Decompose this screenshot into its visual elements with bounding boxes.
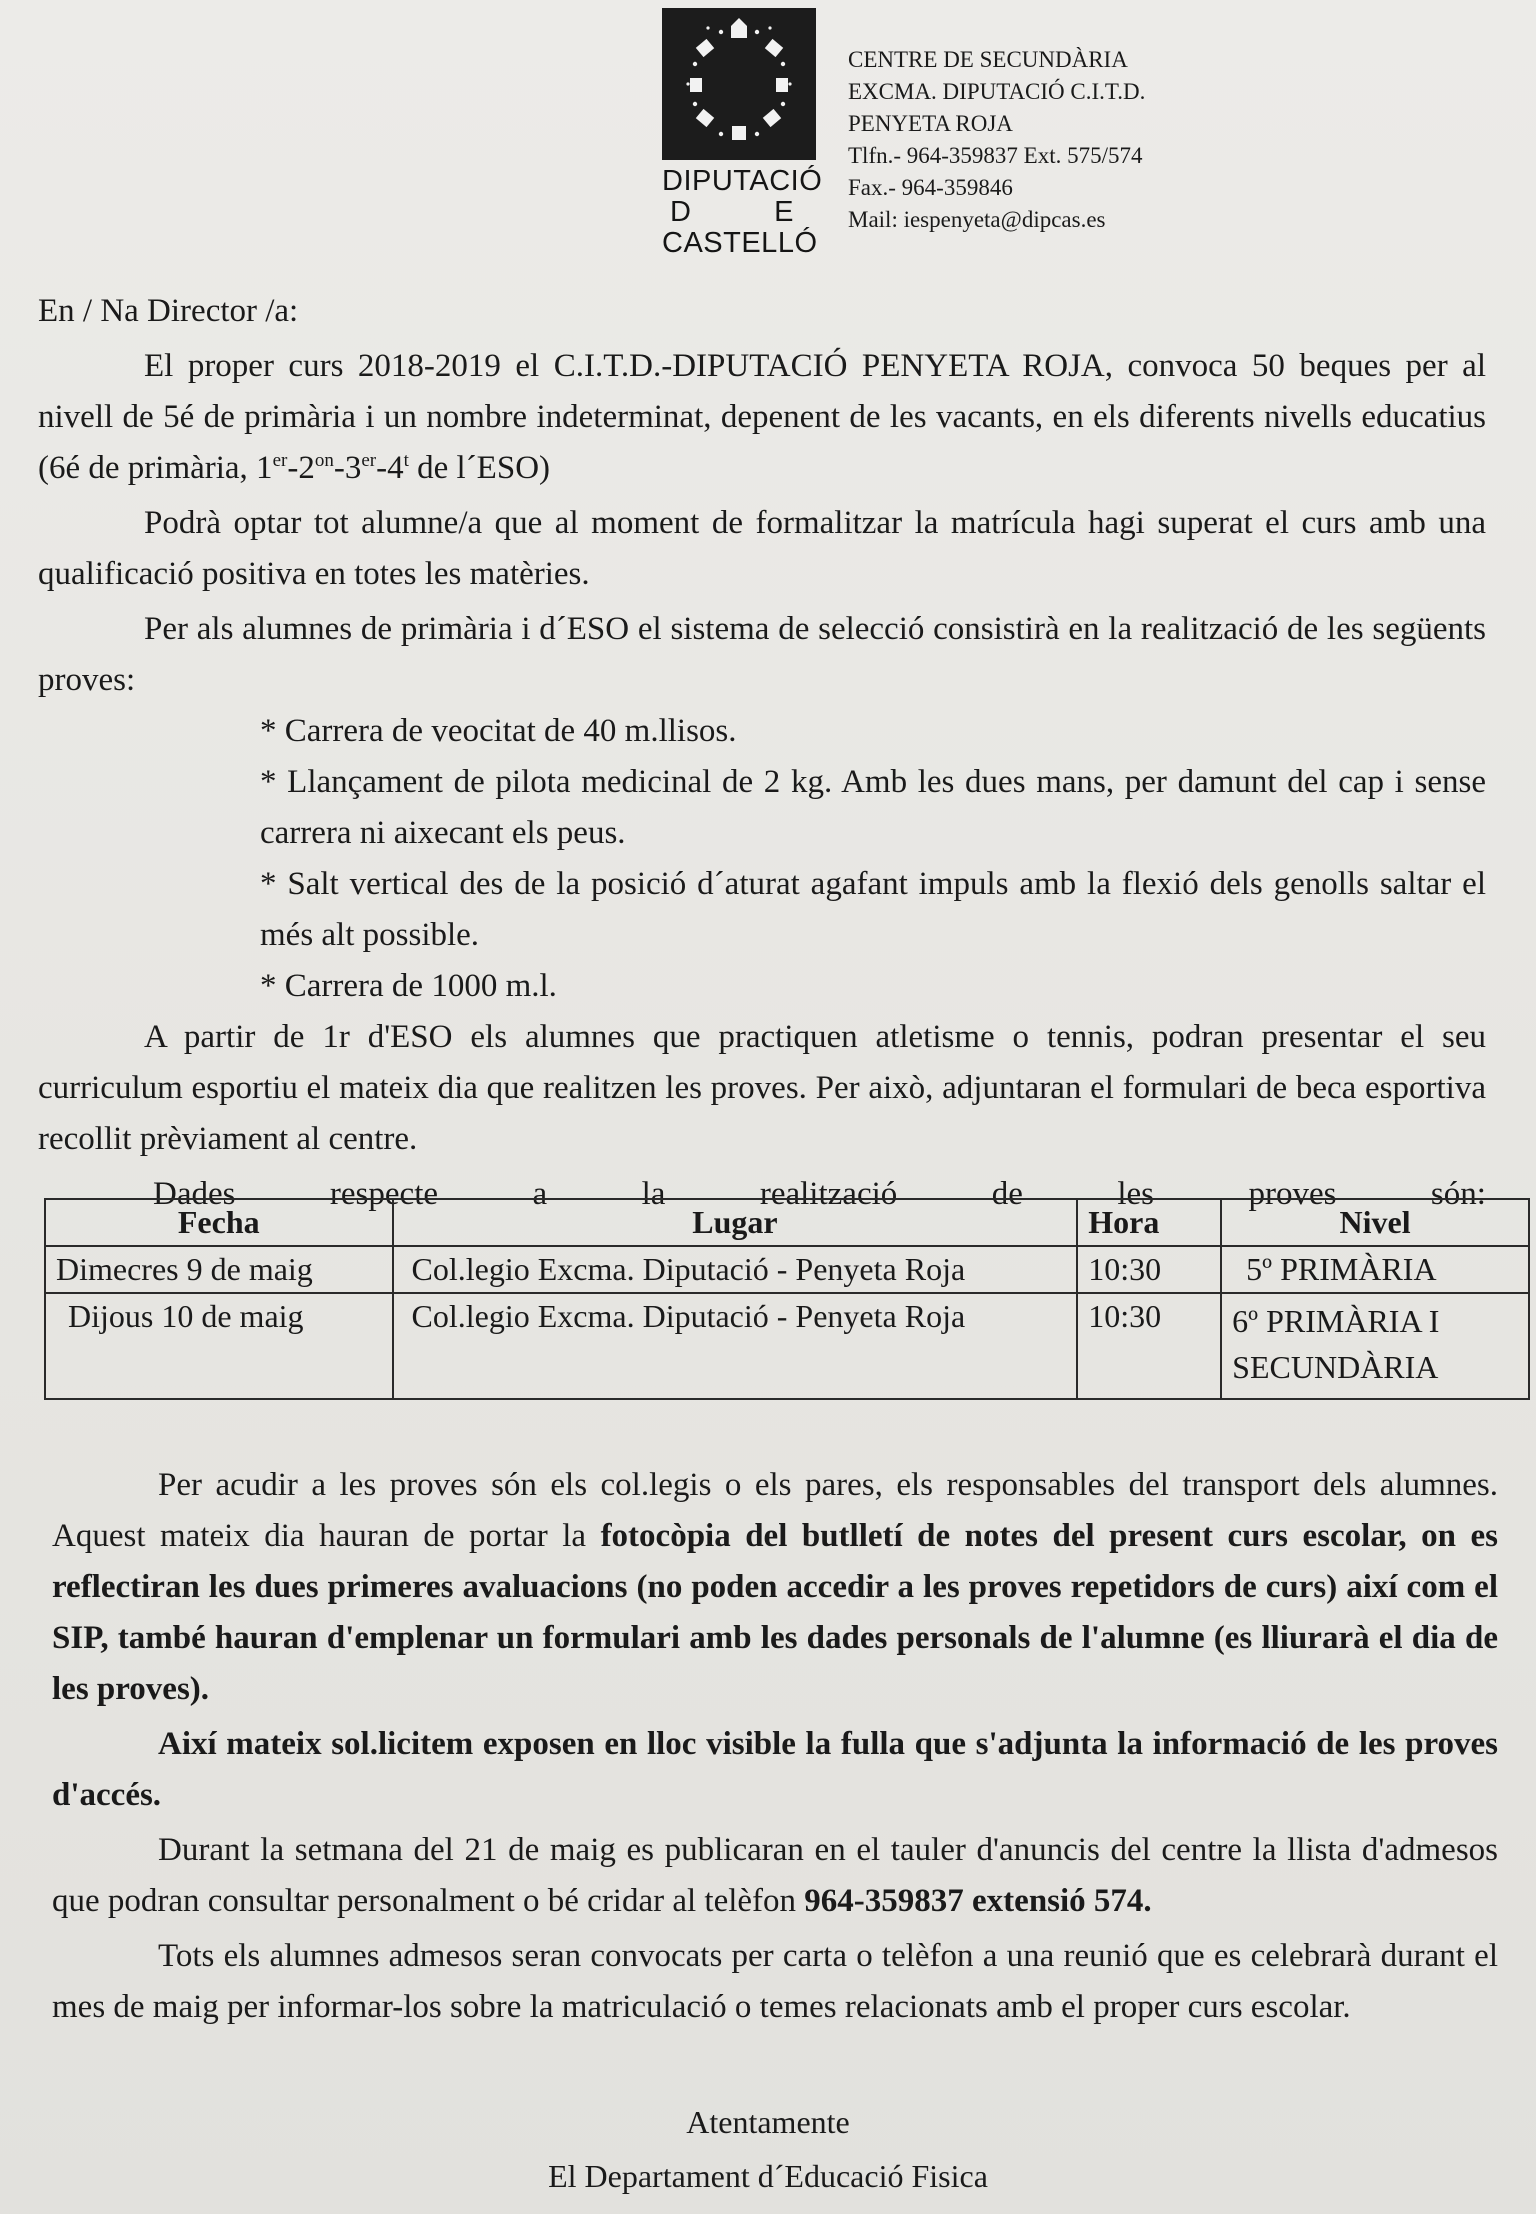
table-row bbox=[45, 1293, 1529, 1399]
org-mail: Mail: iespenyeta@dipcas.es bbox=[848, 207, 1106, 232]
org-line: CENTRE DE SECUNDÀRIA bbox=[848, 47, 1128, 72]
paragraph-convocatoria: El proper curs 2018-2019 el C.I.T.D.-DIPUTACIÓ PENYETA ROJA, convoca 50 beques per al nivell de 5é de primària i un nombre indeterminat, depenent de les vacants, en els diferents nivells educatius (6é de primària, $1er-2^{on}-3er-4^t$ de l´ESO) bbox=[38, 348, 1486, 486]
cell-hora: 10:30 bbox=[1077, 1246, 1221, 1293]
cell-nivel: 5º PRIMÀRIA bbox=[1221, 1246, 1529, 1293]
paragraph-seleccio: Per als alumnes de primària i d´ESO el sistema de selecció consistirà en la realització de les següents proves: bbox=[38, 611, 1486, 698]
paragraph-curriculum: A partir de 1r d'ESO els alumnes que practiquen atletisme o tennis, podran presentar el seu curriculum esportiu el mateix dia que realitzen les proves. Per això, adjuntaran el formulari de beca esportiva recollit prèviament al centre. bbox=[38, 1019, 1486, 1157]
header-hora: Hora bbox=[1077, 1199, 1221, 1246]
salutation: En / Na Director /a: bbox=[38, 293, 299, 329]
closing: Atentamente bbox=[686, 2104, 850, 2140]
paragraph-llista-admesos: Durant la setmana del 21 de maig es publicaran en el tauler d'anuncis del centre la llista d'admesos que podran consultar personalment o bé cridar al telèfon 964-359837 extensió 574. bbox=[52, 1832, 1498, 1919]
list-item: * Llançament de pilota medicinal de 2 kg. Amb les dues mans, per damunt del cap i sense carrera ni aixecant els peus. bbox=[260, 764, 1486, 851]
list-item: * Carrera de veocitat de 40 m.llisos. bbox=[260, 713, 737, 749]
header-lugar: Lugar bbox=[393, 1199, 1078, 1246]
paragraph-exposicio: Així mateix sol.licitem exposen en lloc visible la fulla que s'adjunta la informació de les proves d'accés. bbox=[52, 1726, 1498, 1813]
list-item: * Carrera de 1000 m.l. bbox=[260, 968, 557, 1004]
schedule-table bbox=[44, 1198, 1530, 1400]
cell-lugar: Col.legio Excma. Diputació - Penyeta Roja bbox=[393, 1293, 1078, 1399]
letter-body bbox=[38, 286, 1486, 1220]
cell-hora: 10:30 bbox=[1077, 1293, 1221, 1399]
diputacio-logo bbox=[662, 8, 823, 259]
proves-list bbox=[260, 706, 1486, 1012]
org-line: PENYETA ROJA bbox=[848, 111, 1013, 136]
org-fax: Fax.- 964-359846 bbox=[848, 175, 1013, 200]
paragraph-requisits: Podrà optar tot alumne/a que al moment de formalitzar la matrícula hagi superat el curs amb una qualificació positiva en totes les matèries. bbox=[38, 505, 1486, 592]
list-item: * Salt vertical des de la posició d´aturat agafant impuls amb la flexió dels genolls saltar el més alt possible. bbox=[260, 866, 1486, 953]
letter-body-continued bbox=[52, 1460, 1498, 2033]
header-nivel: Nivel bbox=[1221, 1199, 1529, 1246]
logo-text-e: E bbox=[774, 196, 794, 228]
paragraph-transport: Per acudir a les proves són els col.legis o els pares, els responsables del transport dels alumnes. Aquest mateix dia hauran de portar la fotocòpia del butlletí de notes del present curs escolar, on es reflectiran les dues primeres avaluacions (no poden accedir a les proves repetidors de curs) així com el SIP, també hauran d'emplenar un formulari amb les dades personals de l'alumne (es lliurarà el dia de les proves). bbox=[52, 1467, 1498, 1707]
org-phone: Tlfn.- 964-359837 Ext. 575/574 bbox=[848, 143, 1143, 168]
logo-text-line3: CASTELLÓ bbox=[662, 227, 818, 259]
table-row bbox=[45, 1246, 1529, 1293]
cell-fecha: Dimecres 9 de maig bbox=[45, 1246, 393, 1293]
signature-department: El Departament d´Educació Fisica bbox=[548, 2158, 988, 2194]
cell-fecha: Dijous 10 de maig bbox=[45, 1293, 393, 1399]
header-fecha: Fecha bbox=[45, 1199, 393, 1246]
logo-text-d: D bbox=[670, 196, 692, 228]
logo-text-line1: DIPUTACIÓ bbox=[662, 165, 823, 197]
dades-line: Dades respecte a la realització de les proves són: bbox=[153, 1176, 1486, 1212]
organization-info bbox=[848, 44, 1145, 236]
logo-emblem-icon bbox=[662, 8, 816, 160]
paragraph-reunio: Tots els alumnes admesos seran convocats per carta o telèfon a una reunió que es celebrarà durant el mes de maig per informar-los sobre la matriculació o temes relacionats amb el proper curs escolar. bbox=[52, 1938, 1498, 2025]
table-header-row bbox=[45, 1199, 1529, 1246]
org-line: EXCMA. DIPUTACIÓ C.I.T.D. bbox=[848, 79, 1146, 104]
logo-wordmark bbox=[662, 165, 823, 259]
cell-lugar: Col.legio Excma. Diputació - Penyeta Roja bbox=[393, 1246, 1078, 1293]
cell-nivel: 6º PRIMÀRIA I SECUNDÀRIA bbox=[1221, 1293, 1529, 1399]
